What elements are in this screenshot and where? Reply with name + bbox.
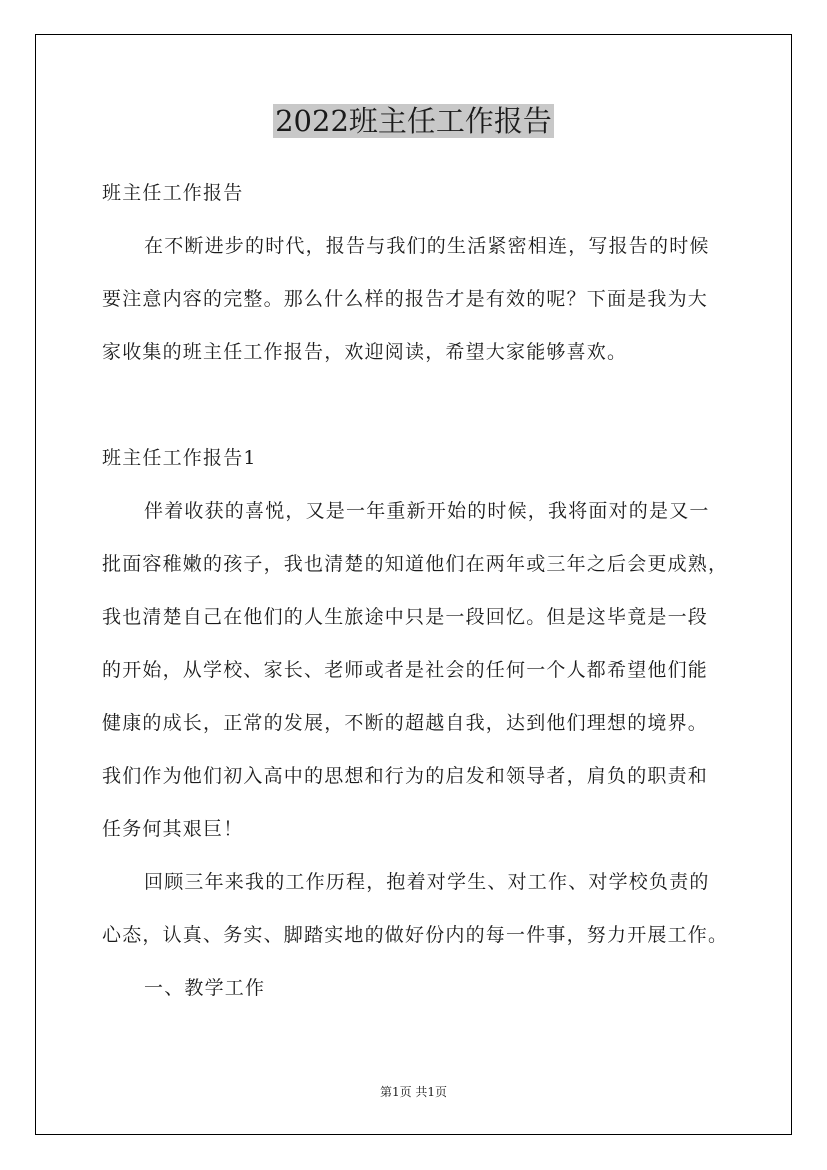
paragraph-line: 伴着收获的喜悦，又是一年重新开始的时候，我将面对的是又一 [144, 500, 710, 522]
paragraph-line: 的开始，从学校、家长、老师或者是社会的任何一个人都希望他们能 [102, 659, 709, 681]
blank-line [102, 384, 732, 437]
section-heading: 班主任工作报告 [102, 182, 244, 204]
document-body [102, 172, 732, 1020]
paragraph-line: 心态，认真、务实、脚踏实地的做好份内的每一件事，努力开展工作。 [102, 924, 729, 946]
paragraph-line: 健康的成长，正常的发展，不断的超越自我，达到他们理想的境界。 [102, 712, 709, 734]
paragraph-line: 回顾三年来我的工作历程，抱着对学生、对工作、对学校负责的 [144, 871, 710, 893]
page-footer: 第1页 共1页 [379, 1085, 448, 1099]
paragraph-line: 家收集的班主任工作报告，欢迎阅读，希望大家能够喜欢。 [102, 341, 628, 363]
subsection-heading: 一、教学工作 [144, 977, 266, 999]
paragraph-line: 我们作为他们初入高中的思想和行为的启发和领导者，肩负的职责和 [102, 765, 709, 787]
paragraph-line: 任务何其艰巨！ [102, 818, 244, 840]
document-title [0, 100, 827, 142]
paragraph-line: 在不断进步的时代，报告与我们的生活紧密相连，写报告的时候 [144, 235, 710, 257]
section-heading: 班主任工作报告1 [102, 447, 257, 469]
paragraph-line: 我也清楚自己在他们的人生旅途中只是一段回忆。但是这毕竟是一段 [102, 606, 709, 628]
document-title-text: 2022班主任工作报告 [275, 104, 552, 138]
paragraph-line: 批面容稚嫩的孩子，我也清楚的知道他们在两年或三年之后会更成熟， [102, 553, 729, 575]
paragraph-line: 要注意内容的完整。那么什么样的报告才是有效的呢？下面是我为大 [102, 288, 709, 310]
